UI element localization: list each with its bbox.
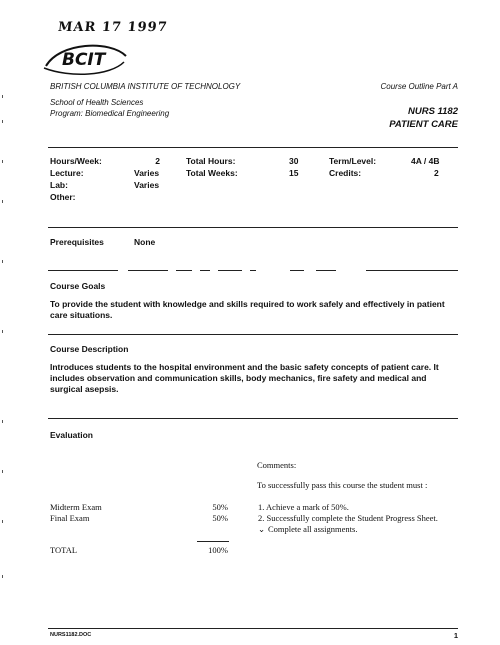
institution-name: BRITISH COLUMBIA INSTITUTE OF TECHNOLOGY [50, 82, 241, 91]
total-rule [197, 541, 229, 542]
total-hours-label: Total Hours: [186, 156, 236, 166]
divider [48, 227, 458, 228]
requirement-item: 2. Successfully complete the Student Progress Sheet. [258, 513, 438, 523]
requirement-bullet-icon: ⌄ [258, 524, 266, 534]
comments-intro: To successfully pass this course the student must : [257, 480, 428, 490]
scan-speck [2, 330, 3, 333]
divider [176, 270, 192, 271]
evaluation-heading: Evaluation [50, 430, 93, 440]
requirement-item: 1. Achieve a mark of 50%. [258, 502, 349, 512]
credits-value: 2 [434, 168, 439, 178]
total-hours-value: 30 [289, 156, 299, 166]
logo-text: BCIT [62, 50, 106, 70]
hours-week-value: 2 [155, 156, 160, 166]
requirement-item: Complete all assignments. [268, 524, 358, 534]
lecture-label: Lecture: [50, 168, 84, 178]
divider [128, 270, 168, 271]
divider [250, 270, 256, 271]
course-goals-heading: Course Goals [50, 281, 106, 291]
school-name: School of Health Sciences [50, 98, 144, 107]
course-title: PATIENT CARE [389, 119, 458, 130]
total-weeks-label: Total Weeks: [186, 168, 238, 178]
scan-speck [2, 520, 3, 523]
total-value: 100% [208, 545, 228, 555]
divider [366, 270, 458, 271]
scan-speck [2, 260, 3, 263]
received-date-stamp: MAR 17 1997 [57, 20, 169, 35]
scan-speck [2, 470, 3, 473]
prerequisites-value: None [134, 237, 156, 247]
prerequisites-label: Prerequisites [50, 237, 104, 247]
lab-label: Lab: [50, 180, 68, 190]
divider [316, 270, 336, 271]
total-label: TOTAL [50, 545, 78, 555]
evaluation-item-name: Final Exam [50, 513, 90, 523]
divider [48, 418, 458, 419]
divider [290, 270, 304, 271]
scan-speck [2, 95, 3, 98]
footer-filename: NURS1182.DOC [50, 632, 92, 638]
divider [48, 147, 458, 148]
other-label: Other: [50, 192, 76, 202]
divider [200, 270, 210, 271]
bcit-logo [40, 38, 130, 78]
document-type: Course Outline Part A [380, 82, 458, 91]
lecture-value: Varies [134, 168, 160, 178]
scan-speck [2, 200, 3, 203]
course-description-heading: Course Description [50, 344, 129, 354]
term-level-value: 4A / 4B [411, 156, 440, 166]
evaluation-item-name: Midterm Exam [50, 502, 102, 512]
term-level-label: Term/Level: [329, 156, 377, 166]
evaluation-item-weight: 50% [212, 513, 228, 523]
scan-speck [2, 120, 3, 123]
divider [48, 334, 458, 335]
lab-value: Varies [134, 180, 160, 190]
divider [48, 270, 118, 271]
comments-label: Comments: [257, 460, 297, 470]
program-name: Program: Biomedical Engineering [50, 109, 170, 118]
divider [48, 628, 458, 629]
course-code: NURS 1182 [408, 106, 458, 117]
evaluation-item-weight: 50% [212, 502, 228, 512]
scan-speck [2, 160, 3, 163]
scan-speck [2, 575, 3, 578]
total-weeks-value: 15 [289, 168, 299, 178]
hours-week-label: Hours/Week: [50, 156, 102, 166]
divider [218, 270, 242, 271]
course-description-text: Introduces students to the hospital environment and the basic safety concepts of patient care. It includes observation and communication skills, body mechanics, fire safety and medical and surgical asepsis. [50, 362, 439, 394]
credits-label: Credits: [329, 168, 362, 178]
page-number: 1 [453, 631, 458, 640]
scan-speck [2, 420, 3, 423]
course-goals-text: To provide the student with knowledge and skills required to work safely and effectively in patient care situations. [50, 299, 445, 320]
